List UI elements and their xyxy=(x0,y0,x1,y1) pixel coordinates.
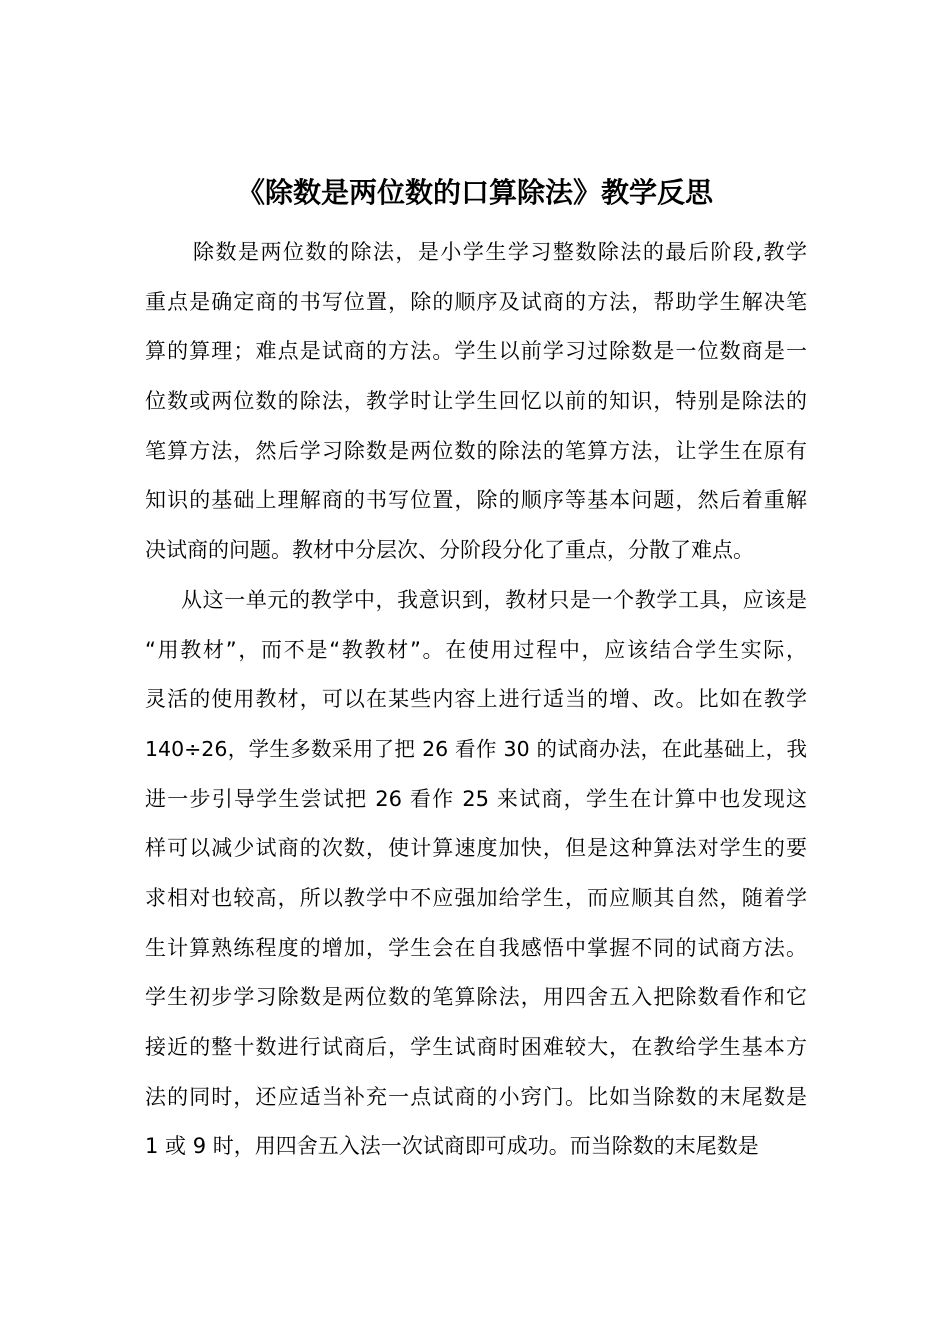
text-line: 求相对也较高，所以教学中不应强加给学生，而应顺其自然，随着学 xyxy=(145,885,807,910)
text-line: 位数或两位数的除法，教学时让学生回忆以前的知识，特别是除法的 xyxy=(145,389,807,414)
text-line: 进一步引导学生尝试把 26 看作 25 来试商，学生在计算中也发现这 xyxy=(145,786,807,811)
text-line: 学生初步学习除数是两位数的笔算除法，用四舍五入把除数看作和它 xyxy=(145,985,807,1010)
text-line: 从这一单元的教学中，我意识到，教材只是一个教学工具，应该是 xyxy=(181,587,807,612)
paragraph-2 xyxy=(145,576,807,1172)
text-line: 灵活的使用教材，可以在某些内容上进行适当的增、改。比如在教学 xyxy=(145,687,807,712)
paragraph-1 xyxy=(145,228,807,576)
text-line: 重点是确定商的书写位置，除的顺序及试商的方法，帮助学生解决笔 xyxy=(145,289,807,314)
text-line: 接近的整十数进行试商后，学生试商时困难较大，在教给学生基本方 xyxy=(145,1035,807,1059)
text-line: 样可以减少试商的次数，使计算速度加快，但是这种算法对学生的要 xyxy=(145,836,807,861)
text-line: 1 或 9 时，用四舍五入法一次试商即可成功。而当除数的末尾数是 xyxy=(145,1134,759,1159)
text-line: 生计算熟练程度的增加，学生会在自我感悟中掌握不同的试商方法。 xyxy=(145,935,807,960)
document-body xyxy=(145,228,807,1172)
text-line: 除数是两位数的除法，是小学生学习整数除法的最后阶段,教学 xyxy=(193,240,807,264)
text-line: 法的同时，还应适当补充一点试商的小窍门。比如当除数的末尾数是 xyxy=(145,1084,807,1109)
document-title: 《除数是两位数的口算除法》教学反思 xyxy=(236,176,713,209)
text-line: 140÷26，学生多数采用了把 26 看作 30 的试商办法，在此基础上，我 xyxy=(145,736,807,761)
text-line: 知识的基础上理解商的书写位置，除的顺序等基本问题，然后着重解 xyxy=(145,488,807,513)
text-line: “用教材”，而不是“教教材”。在使用过程中，应该结合学生实际， xyxy=(145,637,807,662)
text-line: 笔算方法，然后学习除数是两位数的除法的笔算方法，让学生在原有 xyxy=(145,438,807,463)
text-line: 算的算理；难点是试商的方法。学生以前学习过除数是一位数商是一 xyxy=(145,339,807,364)
text-line: 决试商的问题。教材中分层次、分阶段分化了重点，分散了难点。 xyxy=(145,538,754,563)
